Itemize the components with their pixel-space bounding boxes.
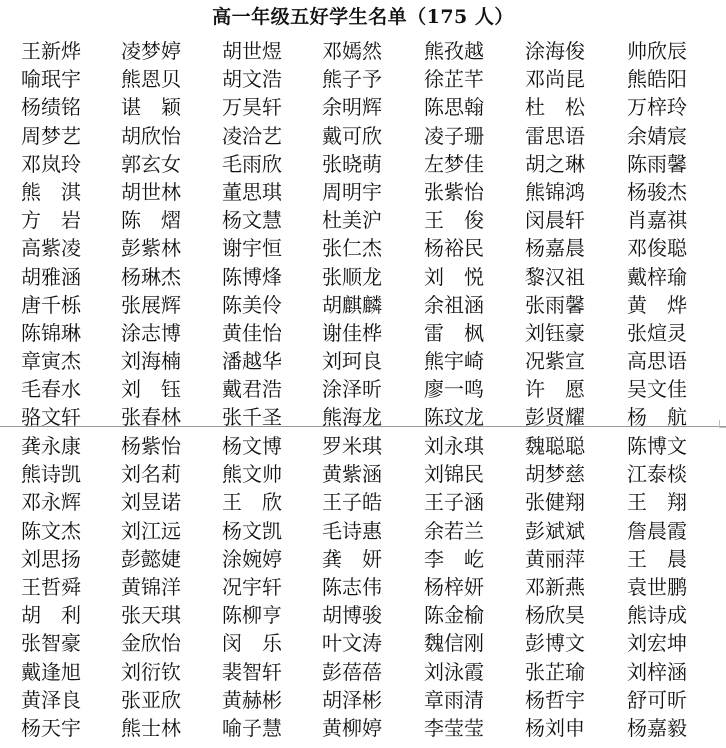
student-name: 张雨馨 (525, 292, 585, 317)
name-row (0, 517, 726, 545)
student-name: 王子涵 (424, 490, 484, 515)
student-name: 刘梓涵 (627, 659, 687, 684)
student-name: 刘珂良 (322, 349, 382, 374)
student-name: 刘江远 (121, 518, 181, 543)
student-name: 熊皓阳 (627, 67, 687, 92)
student-name: 张顺龙 (322, 264, 382, 289)
name-row (0, 686, 726, 714)
student-name: 潘越华 (222, 349, 282, 374)
student-name: 熊锦鸿 (525, 179, 585, 204)
student-name: 陈金榆 (424, 603, 484, 628)
student-name: 罗米琪 (322, 434, 382, 458)
student-name: 张晓萌 (322, 151, 382, 176)
student-name: 杨紫怡 (121, 434, 181, 458)
student-name: 闵晨轩 (525, 208, 585, 233)
student-name: 吴文佳 (627, 377, 687, 402)
student-name: 戴可欣 (322, 123, 382, 148)
student-name: 徐芷芊 (424, 67, 484, 92)
student-name: 杜 松 (525, 95, 585, 120)
student-name: 裴智轩 (222, 659, 282, 684)
name-row (0, 629, 726, 657)
student-name: 詹晨霞 (627, 518, 687, 543)
name-row (0, 658, 726, 686)
student-name: 毛诗惠 (322, 518, 382, 543)
name-row (0, 319, 726, 347)
student-name: 邓俊聪 (627, 236, 687, 261)
student-name: 魏聪聪 (525, 434, 585, 458)
student-name: 况宇轩 (222, 574, 282, 599)
student-name: 彭贤耀 (525, 405, 585, 430)
student-name: 唐千栎 (21, 292, 81, 317)
student-name: 杨绩铭 (21, 95, 81, 120)
student-name: 舒可昕 (627, 687, 687, 712)
student-name: 袁世鹏 (627, 574, 687, 599)
student-name: 刘永琪 (424, 434, 484, 458)
student-name: 胡梦慈 (525, 462, 585, 487)
student-name: 毛春水 (21, 377, 81, 402)
student-name: 骆文轩 (21, 405, 81, 430)
name-row (0, 714, 726, 742)
student-name: 杨琳杰 (121, 264, 181, 289)
student-name: 熊子予 (322, 67, 382, 92)
name-row (0, 178, 726, 206)
student-name: 杨文慧 (222, 208, 282, 233)
student-name: 黄柳婷 (322, 715, 382, 740)
student-name: 黎汉祖 (525, 264, 585, 289)
student-name: 杨梓妍 (424, 574, 484, 599)
student-name: 杨刘申 (525, 715, 585, 740)
student-name: 胡 利 (21, 603, 81, 628)
student-name: 彭斌斌 (525, 518, 585, 543)
student-name: 邓岚玲 (21, 151, 81, 176)
name-row (0, 545, 726, 573)
student-name: 杨文博 (222, 434, 282, 458)
name-row (0, 65, 726, 93)
student-name: 刘泳霞 (424, 659, 484, 684)
student-name: 彭蓓蓓 (322, 659, 382, 684)
name-list-part-2 (0, 432, 726, 742)
name-row (0, 291, 726, 319)
student-name: 肖嘉祺 (627, 208, 687, 233)
student-name: 刘锦民 (424, 462, 484, 487)
student-name: 张智豪 (21, 631, 81, 656)
student-name: 王 翔 (627, 490, 687, 515)
student-name: 郭玄女 (121, 151, 181, 176)
student-name: 况紫宣 (525, 349, 585, 374)
student-name: 周梦艺 (21, 123, 81, 148)
student-name: 戴逢旭 (21, 659, 81, 684)
student-name: 胡欣怡 (121, 123, 181, 148)
student-name: 凌洽艺 (222, 123, 282, 148)
student-name: 邓新燕 (525, 574, 585, 599)
student-name: 胡雅涵 (21, 264, 81, 289)
student-name: 高思语 (627, 349, 687, 374)
student-name: 余祖涵 (424, 292, 484, 317)
student-name: 熊文帅 (222, 462, 282, 487)
name-row (0, 488, 726, 516)
student-name: 彭博文 (525, 631, 585, 656)
student-name: 王新烨 (21, 39, 81, 63)
name-row (0, 403, 726, 431)
student-name: 熊海龙 (322, 405, 382, 430)
student-name: 胡世煜 (222, 39, 282, 63)
name-row (0, 122, 726, 150)
student-name: 王 欣 (222, 490, 282, 515)
student-name: 张春林 (121, 405, 181, 430)
student-name: 黄 烨 (627, 292, 687, 317)
student-name: 涂志博 (121, 320, 181, 345)
page-title: 高一年级五好学生名单（175 人） (212, 6, 514, 28)
student-name: 李 屹 (424, 546, 484, 571)
student-name: 叶文涛 (322, 631, 382, 656)
student-name: 雷 枫 (424, 320, 484, 345)
student-name: 熊诗成 (627, 603, 687, 628)
student-name: 雷思语 (525, 123, 585, 148)
section-divider (0, 426, 726, 427)
student-name: 杨骏杰 (627, 179, 687, 204)
student-name: 陈雨馨 (627, 151, 687, 176)
name-row (0, 601, 726, 629)
student-name: 胡文浩 (222, 67, 282, 92)
student-name: 黄紫涵 (322, 462, 382, 487)
student-name: 刘衍钦 (121, 659, 181, 684)
student-name: 喻珉宇 (21, 67, 81, 92)
student-name: 熊 淇 (21, 179, 81, 204)
name-row (0, 93, 726, 121)
student-name: 凌梦婷 (121, 39, 181, 63)
student-name: 龚永康 (21, 434, 81, 458)
student-name: 熊孜越 (424, 39, 484, 63)
page-edge-mark (719, 420, 726, 428)
student-name: 彭懿婕 (121, 546, 181, 571)
student-name: 杜美沪 (322, 208, 382, 233)
student-name: 帅欣辰 (627, 39, 687, 63)
student-name: 胡世林 (121, 179, 181, 204)
student-name: 胡泽彬 (322, 687, 382, 712)
student-name: 涂泽昕 (322, 377, 382, 402)
student-name: 杨裕民 (424, 236, 484, 261)
student-name: 熊宇崎 (424, 349, 484, 374)
student-name: 邓尚昆 (525, 67, 585, 92)
student-name: 胡麒麟 (322, 292, 382, 317)
student-name: 谌 颖 (121, 95, 181, 120)
student-name: 张天琪 (121, 603, 181, 628)
student-name: 刘海楠 (121, 349, 181, 374)
student-name: 左梦佳 (424, 151, 484, 176)
student-name: 魏信刚 (424, 631, 484, 656)
student-name: 黄佳怡 (222, 320, 282, 345)
name-row (0, 573, 726, 601)
student-name: 谢佳桦 (322, 320, 382, 345)
student-name: 涂婉婷 (222, 546, 282, 571)
name-row (0, 37, 726, 65)
student-name: 张千圣 (222, 405, 282, 430)
student-name: 涂海俊 (525, 39, 585, 63)
student-name: 杨天宇 (21, 715, 81, 740)
student-name: 彭紫林 (121, 236, 181, 261)
student-name: 高紫凌 (21, 236, 81, 261)
student-name: 杨 航 (627, 405, 687, 430)
student-name: 陈博文 (627, 434, 687, 458)
student-name: 余婧宸 (627, 123, 687, 148)
student-name: 熊士林 (121, 715, 181, 740)
student-name: 陈思翰 (424, 95, 484, 120)
student-name: 章寅杰 (21, 349, 81, 374)
student-name: 王 晨 (627, 546, 687, 571)
student-name: 张紫怡 (424, 179, 484, 204)
student-name: 王 俊 (424, 208, 484, 233)
name-list-part-1 (0, 37, 726, 432)
student-name: 杨嘉晨 (525, 236, 585, 261)
student-name: 章雨清 (424, 687, 484, 712)
student-name: 万梓玲 (627, 95, 687, 120)
student-name: 陈柳亨 (222, 603, 282, 628)
student-name: 陈文杰 (21, 518, 81, 543)
student-name: 邓嫣然 (322, 39, 382, 63)
student-name: 张展辉 (121, 292, 181, 317)
student-name: 陈玟龙 (424, 405, 484, 430)
student-name: 胡之琳 (525, 151, 585, 176)
name-row (0, 432, 726, 460)
student-name: 余若兰 (424, 518, 484, 543)
student-name: 金欣怡 (121, 631, 181, 656)
student-name: 陈志伟 (322, 574, 382, 599)
student-name: 胡博骏 (322, 603, 382, 628)
student-name: 杨欣昊 (525, 603, 585, 628)
name-row (0, 206, 726, 234)
student-name: 江泰棪 (627, 462, 687, 487)
student-name: 杨文凯 (222, 518, 282, 543)
student-name: 毛雨欣 (222, 151, 282, 176)
student-name: 刘思扬 (21, 546, 81, 571)
student-name: 万昊轩 (222, 95, 282, 120)
student-name: 余明辉 (322, 95, 382, 120)
student-name: 陈锦琳 (21, 320, 81, 345)
student-name: 闵 乐 (222, 631, 282, 656)
student-name: 黄锦洋 (121, 574, 181, 599)
student-name: 刘 钰 (121, 377, 181, 402)
name-row (0, 234, 726, 262)
student-name: 董思琪 (222, 179, 282, 204)
student-name: 邓永辉 (21, 490, 81, 515)
student-name: 王子皓 (322, 490, 382, 515)
student-name: 陈 熠 (121, 208, 181, 233)
student-name: 李莹莹 (424, 715, 484, 740)
student-name: 周明宇 (322, 179, 382, 204)
student-name: 王哲舜 (21, 574, 81, 599)
student-name: 廖一鸣 (424, 377, 484, 402)
name-row (0, 375, 726, 403)
student-name: 刘昱诺 (121, 490, 181, 515)
name-row (0, 460, 726, 488)
student-name: 张健翔 (525, 490, 585, 515)
student-name: 刘钰豪 (525, 320, 585, 345)
student-name: 陈博烽 (222, 264, 282, 289)
student-name: 熊诗凯 (21, 462, 81, 487)
name-row (0, 263, 726, 291)
student-name: 戴梓瑜 (627, 264, 687, 289)
student-name: 张煊灵 (627, 320, 687, 345)
student-name: 刘名莉 (121, 462, 181, 487)
student-name: 刘 悦 (424, 264, 484, 289)
student-name: 张仁杰 (322, 236, 382, 261)
student-name: 黄泽良 (21, 687, 81, 712)
student-name: 龚 妍 (322, 546, 382, 571)
student-name: 张亚欣 (121, 687, 181, 712)
student-name: 张芷瑜 (525, 659, 585, 684)
name-row (0, 150, 726, 178)
student-name: 方 岩 (21, 208, 81, 233)
student-name: 许 愿 (525, 377, 585, 402)
student-name: 喻子慧 (222, 715, 282, 740)
student-name: 黄丽萍 (525, 546, 585, 571)
student-name: 黄赫彬 (222, 687, 282, 712)
student-name: 谢宇恒 (222, 236, 282, 261)
student-name: 熊恩贝 (121, 67, 181, 92)
student-name: 杨嘉毅 (627, 715, 687, 740)
student-name: 戴君浩 (222, 377, 282, 402)
name-row (0, 347, 726, 375)
student-name: 陈美伶 (222, 292, 282, 317)
student-name: 凌子珊 (424, 123, 484, 148)
student-name: 杨哲宇 (525, 687, 585, 712)
student-name: 刘宏坤 (627, 631, 687, 656)
